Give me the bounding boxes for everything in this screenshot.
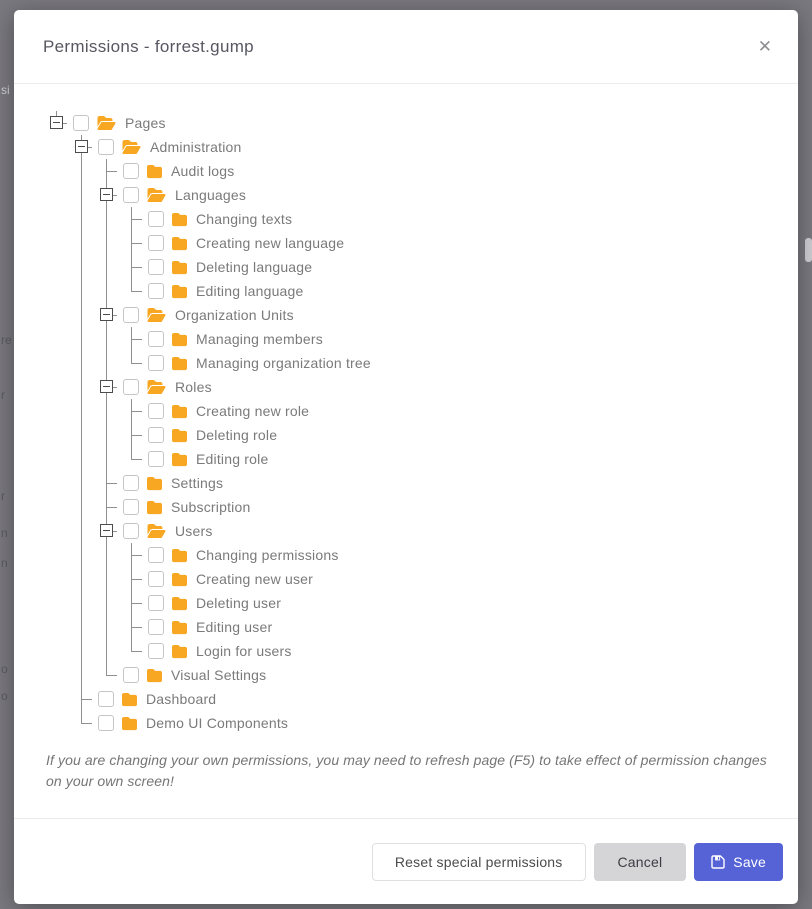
tree-node	[44, 543, 769, 567]
tree-guide	[69, 567, 94, 591]
tree-guide	[69, 375, 94, 399]
tree-checkbox[interactable]	[148, 283, 164, 299]
folder-icon	[171, 404, 188, 419]
folder-icon	[171, 620, 188, 635]
tree-checkbox[interactable]	[148, 211, 164, 227]
reset-special-permissions-button[interactable]: Reset special permissions	[372, 843, 586, 881]
tree-connector	[69, 711, 94, 735]
tree-node	[44, 711, 769, 735]
tree-guide	[94, 279, 119, 303]
tree-guide	[44, 471, 69, 495]
tree-guide	[44, 207, 69, 231]
tree-node	[44, 639, 769, 663]
backdrop-text-fragment: si	[1, 83, 10, 97]
tree-node-label[interactable]: Creating new role	[196, 403, 310, 419]
tree-guide	[69, 207, 94, 231]
tree-guide	[69, 279, 94, 303]
tree-node-label[interactable]: Users	[175, 523, 213, 539]
tree-node	[44, 207, 769, 231]
tree-checkbox[interactable]	[148, 331, 164, 347]
tree-node-label[interactable]: Pages	[125, 115, 166, 131]
tree-checkbox[interactable]	[98, 715, 114, 731]
tree-guide	[69, 615, 94, 639]
tree-node	[44, 687, 769, 711]
tree-guide	[44, 567, 69, 591]
tree-guide	[44, 231, 69, 255]
refresh-warning-note: If you are changing your own permissions, you may need to refresh page (F5) to take effect of permission changes on your own screen!	[46, 752, 767, 789]
tree-checkbox[interactable]	[123, 379, 139, 395]
tree-node	[44, 351, 769, 375]
tree-connector	[119, 279, 144, 303]
folder-icon	[146, 668, 163, 683]
tree-node-label[interactable]: Creating new language	[196, 235, 345, 251]
tree-checkbox[interactable]	[123, 667, 139, 683]
tree-checkbox[interactable]	[98, 691, 114, 707]
collapse-expander-icon[interactable]	[100, 524, 113, 537]
tree-guide	[69, 183, 94, 207]
tree-connector	[119, 447, 144, 471]
tree-checkbox[interactable]	[148, 427, 164, 443]
tree-guide	[94, 327, 119, 351]
modal-header	[14, 10, 798, 84]
tree-node-label[interactable]: Creating new user	[196, 571, 314, 587]
save-button[interactable]	[694, 843, 783, 881]
backdrop-text-fragment: o	[1, 662, 8, 676]
tree-checkbox[interactable]	[123, 163, 139, 179]
tree-node	[44, 591, 769, 615]
tree-guide	[94, 207, 119, 231]
tree-node-label[interactable]: Login for users	[196, 643, 292, 659]
tree-guide	[44, 327, 69, 351]
tree-node-label[interactable]: Managing organization tree	[196, 355, 371, 371]
tree-guide	[44, 399, 69, 423]
tree-checkbox[interactable]	[148, 235, 164, 251]
folder-open-icon	[146, 307, 167, 323]
folder-icon	[121, 692, 138, 707]
permissions-modal	[14, 10, 798, 904]
tree-guide	[94, 447, 119, 471]
tree-node-label[interactable]: Roles	[175, 379, 212, 395]
tree-node-label[interactable]: Administration	[150, 139, 242, 155]
folder-open-icon	[146, 379, 167, 395]
tree-node	[44, 423, 769, 447]
folder-open-icon	[96, 115, 117, 131]
folder-icon	[171, 548, 188, 563]
backdrop-text-fragment: r	[1, 489, 5, 503]
tree-node-label[interactable]: Deleting role	[196, 427, 278, 443]
tree-checkbox[interactable]	[123, 307, 139, 323]
folder-icon	[146, 476, 163, 491]
tree-guide	[69, 159, 94, 183]
folder-icon	[171, 356, 188, 371]
tree-guide	[94, 255, 119, 279]
tree-checkbox[interactable]	[123, 499, 139, 515]
tree-checkbox[interactable]	[148, 571, 164, 587]
tree-expander-cell	[94, 183, 119, 207]
tree-node	[44, 615, 769, 639]
tree-guide	[94, 639, 119, 663]
tree-guide	[44, 279, 69, 303]
tree-connector	[119, 591, 144, 615]
tree-expander-cell	[94, 519, 119, 543]
backdrop-text-fragment: r	[1, 388, 5, 402]
tree-guide	[44, 711, 69, 735]
folder-icon	[171, 428, 188, 443]
tree-connector	[94, 159, 119, 183]
tree-node	[44, 567, 769, 591]
tree-node-label[interactable]: Dashboard	[146, 691, 217, 707]
tree-guide	[44, 183, 69, 207]
tree-node-label[interactable]: Languages	[175, 187, 247, 203]
tree-checkbox[interactable]	[73, 115, 89, 131]
tree-guide	[44, 135, 69, 159]
tree-node	[44, 375, 769, 399]
tree-guide	[44, 639, 69, 663]
tree-node	[44, 231, 769, 255]
collapse-expander-icon[interactable]	[100, 380, 113, 393]
tree-node	[44, 255, 769, 279]
tree-guide	[44, 687, 69, 711]
tree-node	[44, 471, 769, 495]
tree-node	[44, 519, 769, 543]
tree-guide	[44, 375, 69, 399]
tree-guide	[69, 447, 94, 471]
permission-tree	[44, 111, 769, 735]
tree-node	[44, 279, 769, 303]
tree-connector	[119, 423, 144, 447]
tree-guide	[44, 495, 69, 519]
folder-icon	[121, 716, 138, 731]
tree-node	[44, 663, 769, 687]
tree-checkbox[interactable]	[123, 187, 139, 203]
tree-connector	[119, 351, 144, 375]
tree-node-label[interactable]: Editing user	[196, 619, 273, 635]
folder-icon	[171, 452, 188, 467]
backdrop-text-fragment: re	[1, 333, 12, 347]
tree-guide	[69, 351, 94, 375]
tree-guide	[44, 591, 69, 615]
tree-checkbox[interactable]	[123, 475, 139, 491]
folder-icon	[171, 572, 188, 587]
folder-icon	[171, 644, 188, 659]
tree-checkbox[interactable]	[148, 619, 164, 635]
tree-guide	[69, 423, 94, 447]
tree-node	[44, 183, 769, 207]
modal-footer	[14, 818, 798, 904]
tree-node-label[interactable]: Managing members	[196, 331, 323, 347]
floppy-disk-icon	[711, 855, 725, 869]
folder-open-icon	[146, 523, 167, 539]
tree-guide	[44, 615, 69, 639]
tree-connector	[94, 663, 119, 687]
tree-connector	[119, 231, 144, 255]
tree-node	[44, 399, 769, 423]
folder-icon	[171, 596, 188, 611]
tree-connector	[69, 687, 94, 711]
tree-guide	[44, 543, 69, 567]
tree-guide	[69, 303, 94, 327]
tree-guide	[69, 543, 94, 567]
tree-guide	[94, 351, 119, 375]
tree-guide	[94, 567, 119, 591]
collapse-expander-icon[interactable]	[100, 308, 113, 321]
tree-node-label[interactable]: Changing permissions	[196, 547, 339, 563]
tree-node	[44, 327, 769, 351]
folder-icon	[171, 236, 188, 251]
tree-guide	[69, 519, 94, 543]
tree-node-label[interactable]: Deleting language	[196, 259, 313, 275]
tree-checkbox[interactable]	[148, 259, 164, 275]
tree-node-label[interactable]: Settings	[171, 475, 224, 491]
tree-node-label[interactable]: Deleting user	[196, 595, 282, 611]
folder-icon	[146, 500, 163, 515]
tree-guide	[94, 543, 119, 567]
tree-node	[44, 111, 769, 135]
collapse-expander-icon[interactable]	[100, 188, 113, 201]
tree-guide	[94, 231, 119, 255]
tree-node-label[interactable]: Changing texts	[196, 211, 293, 227]
tree-node-label[interactable]: Demo UI Components	[146, 715, 289, 731]
tree-connector	[119, 639, 144, 663]
tree-connector	[119, 207, 144, 231]
tree-node	[44, 135, 769, 159]
tree-guide	[69, 495, 94, 519]
background-scrollbar-thumb	[805, 238, 812, 262]
tree-guide	[44, 423, 69, 447]
backdrop-text-fragment: n	[1, 526, 8, 540]
tree-expander-cell	[94, 375, 119, 399]
folder-icon	[146, 164, 163, 179]
tree-connector	[119, 327, 144, 351]
tree-checkbox[interactable]	[148, 355, 164, 371]
tree-checkbox[interactable]	[123, 523, 139, 539]
tree-guide	[44, 663, 69, 687]
folder-open-icon	[146, 187, 167, 203]
tree-guide	[44, 303, 69, 327]
tree-node	[44, 495, 769, 519]
tree-guide	[94, 423, 119, 447]
tree-checkbox[interactable]	[148, 595, 164, 611]
tree-expander-cell	[44, 111, 69, 135]
collapse-expander-icon[interactable]	[75, 140, 88, 153]
tree-checkbox[interactable]	[148, 643, 164, 659]
tree-guide	[44, 519, 69, 543]
tree-checkbox[interactable]	[98, 139, 114, 155]
tree-node	[44, 447, 769, 471]
tree-expander-cell	[69, 135, 94, 159]
tree-connector	[119, 255, 144, 279]
tree-guide	[44, 351, 69, 375]
modal-title: Permissions - forrest.gump	[43, 36, 254, 56]
tree-guide	[94, 399, 119, 423]
tree-node-label[interactable]: Editing role	[196, 451, 269, 467]
tree-node-label[interactable]: Visual Settings	[171, 667, 267, 683]
tree-guide	[69, 231, 94, 255]
folder-icon	[171, 332, 188, 347]
folder-open-icon	[121, 139, 142, 155]
cancel-button[interactable]: Cancel	[594, 843, 687, 881]
tree-checkbox[interactable]	[148, 547, 164, 563]
tree-guide	[44, 255, 69, 279]
tree-checkbox[interactable]	[148, 403, 164, 419]
tree-guide	[69, 639, 94, 663]
tree-checkbox[interactable]	[148, 451, 164, 467]
tree-node	[44, 303, 769, 327]
tree-connector	[119, 399, 144, 423]
tree-node-label[interactable]: Subscription	[171, 499, 251, 515]
tree-guide	[69, 399, 94, 423]
tree-node-label[interactable]: Audit logs	[171, 163, 235, 179]
folder-icon	[171, 260, 188, 275]
tree-connector	[94, 495, 119, 519]
tree-guide	[44, 447, 69, 471]
collapse-expander-icon[interactable]	[50, 116, 63, 129]
folder-icon	[171, 284, 188, 299]
tree-expander-cell	[94, 303, 119, 327]
modal-body	[14, 84, 798, 818]
backdrop-text-fragment: o	[1, 689, 8, 703]
tree-node	[44, 159, 769, 183]
tree-guide	[44, 159, 69, 183]
tree-connector	[119, 543, 144, 567]
tree-node-label[interactable]: Organization Units	[175, 307, 294, 323]
tree-node-label[interactable]: Editing language	[196, 283, 304, 299]
tree-guide	[94, 591, 119, 615]
tree-guide	[69, 663, 94, 687]
tree-guide	[94, 615, 119, 639]
tree-connector	[94, 471, 119, 495]
tree-guide	[69, 591, 94, 615]
close-icon[interactable]: ✕	[757, 37, 772, 56]
tree-guide	[69, 255, 94, 279]
tree-guide	[69, 327, 94, 351]
tree-connector	[119, 615, 144, 639]
folder-icon	[171, 212, 188, 227]
backdrop-text-fragment: n	[1, 556, 8, 570]
save-button-label: Save	[733, 853, 766, 870]
tree-guide	[69, 471, 94, 495]
tree-connector	[119, 567, 144, 591]
